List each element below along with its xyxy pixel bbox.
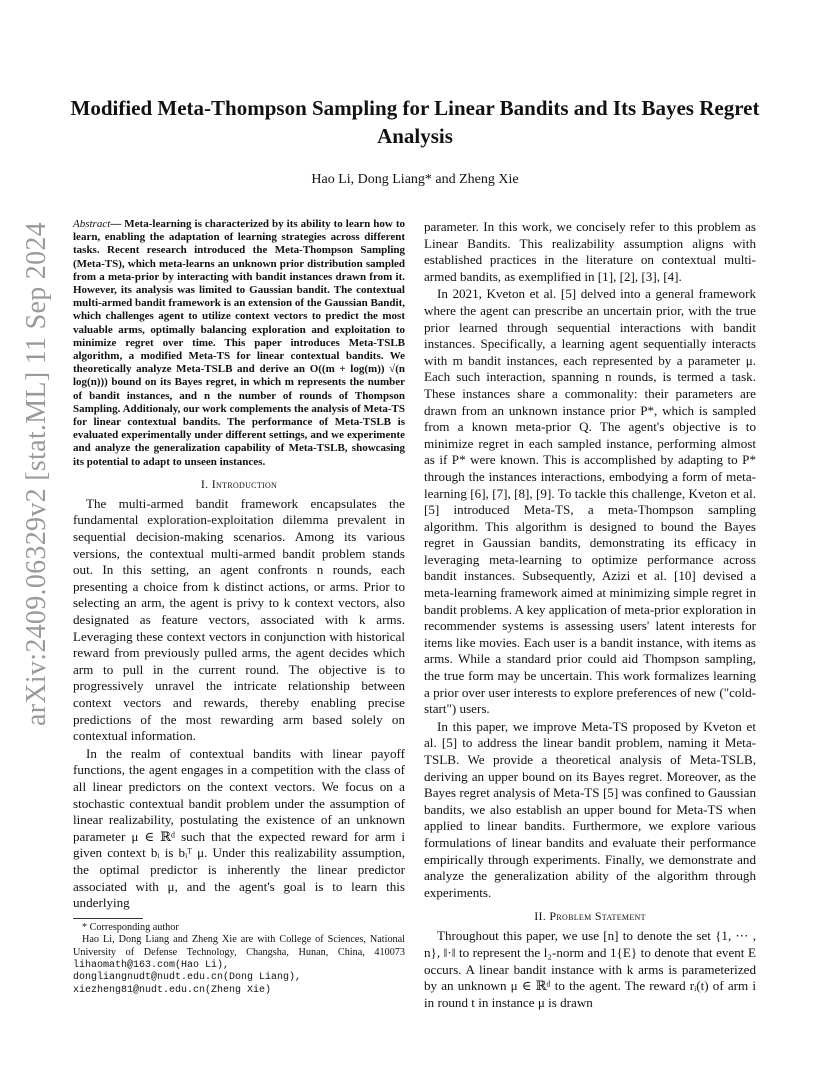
right-column <box>424 219 756 1011</box>
problem-paragraph-1: Throughout this paper, we use [n] to denote the set {1, ⋯ , n}, ‖·‖ to represent the l₂-norm and 1{E} to denote that event E occurs. A linear bandit instance with k arms is parameterized by an unknown μ ∈ ℝᵈ to the agent. The reward rᵢ(t) of arm i in round t in instance μ is drawn <box>424 928 756 1010</box>
intro-paragraph-1: The multi-armed bandit framework encapsulates the fundamental exploration-exploitation dilemma prevalent in sequential decision-making scenarios. Among its various versions, the contextual multi-armed bandit problem stands out. In this setting, an agent confronts n rounds, each presenting a choice from k distinct actions, or arms. Prior to selecting an arm, the agent is privy to k context vectors, also designated as feature vectors, associated with k arms. Leveraging these context vectors in conjunction with historical reward from previously pulled arms, the agent decides which arm to pull in the current round. The objective is to progressively unravel the intricate relationship between context vectors and rewards, thereby enabling precise predictions of the most rewarding arm based solely on contextual information. <box>73 495 405 744</box>
section-heading-introduction: I. Introduction <box>200 476 278 491</box>
section-heading-problem-statement: II. Problem Statement <box>534 909 646 924</box>
right-paragraph-2: In 2021, Kveton et al. [5] delved into a general framework where the agent can prescribe an uncertain prior, with the true prior learned through sequential interactions with bandit instances. Specifically, a learning agent sequentially interacts with m bandit instances, each represented by a parameter μ. Each such interaction, spanning n rounds, is termed a task. These instances share a commonality: their parameters are drawn from an unknown instance prior P*, which is sampled from a known meta-prior Q. The agent's objective is to minimize regret in each sampled instance, performing almost as if P* were known. This is accomplished by adapting to P* through the instances interactions, embodying a form of meta-learning [6], [7], [8], [9]. To tackle this challenge, Kveton et al. [5] introduced Meta-TS, a meta-Thompson sampling algorithm. This algorithm is designed to bound the Bayes regret in Gaussian bandits, demonstrating its efficacy in leveraging meta-learning to optimize performance across bandit instances. Subsequently, Azizi et al. [10] devised a meta-learning framework aimed at minimizing simple regret in bandit problems. A key application of meta-prior exploration in recommender systems is assessing users' latent interests for items like movies. Each user is a bandit instance, with items as arms. While a standard prior could aid Thompson sampling, the true form may be uncertain. This work formalizes learning a prior over user interests to explore preferences of new ("cold-start") users. <box>424 286 756 717</box>
footnote-email-1: lihaomath@163.com(Hao Li), <box>73 959 230 971</box>
footnote-divider <box>73 918 143 919</box>
paper-title: Modified Meta-Thompson Sampling for Linear Bandits and Its Bayes Regret Analysis <box>70 96 760 148</box>
right-paragraph-3: In this paper, we improve Meta-TS proposed by Kveton et al. [5] to address the linear bandit problem, naming it Meta-TSLB. We provide a theoretical analysis of Meta-TSLB, deriving an upper bound on its Bayes regret. Moreover, as the Bayes regret analysis of Meta-TS [5] was confined to Gaussian bandits, we also establish an upper bound for Meta-TS when applied to linear bandits. Furthermore, we explore various formulations of linear bandits and evaluate their performance empirically through experiments. Finally, we demonstrate and analyze the generalization ability of the algorithm through experiments. <box>424 718 756 900</box>
left-column <box>73 218 405 997</box>
footnote-email-2: dongliangnudt@nudt.edu.cn(Dong Liang), <box>73 972 302 984</box>
abstract-text: — Meta-learning is characterized by its ability to learn how to learn, enabling the adaptation of learning strategies across different tasks. Recent research introduced the Meta-Thompson Sampling (Meta-TS), which meta-learns an unknown prior distribution sampled from a meta-prior by interacting with bandit instances drawn from it. However, its analysis was limited to Gaussian bandit. The contextual multi-armed bandit framework is an extension of the Gaussian Bandit, which challenges agent to utilize context vectors to predict the most valuable arms, optimally balancing exploration and exploitation to minimize regret over time. This paper introduces Meta-TSLB algorithm, a modified Meta-TS for linear contextual bandits. We theoretically analyze Meta-TSLB and derive an O((m + log(m)) √(n log(n))) bound on its Bayes regret, in which m represents the number of bandit instances, and n the number of rounds of Thompson Sampling. Additionaly, our work complements the analysis of Meta-TS for linear contextual bandits. The performance of Meta-TSLB is evaluated experimentally under different settings, and we experimente and analyze the generalization capability of Meta-TSLB, showcasing its potential to adapt to unseen instances. <box>73 218 405 468</box>
footnote-email-3: xiezheng81@nudt.edu.cn(Zheng Xie) <box>73 984 272 996</box>
intro-paragraph-2: In the realm of contextual bandits with linear payoff functions, the agent engages in a competition with the class of all linear predictors on the context vectors. We focus on a stochastic contextual bandit problem under the assumption of linear realizability, postulating the existence of an unknown parameter μ ∈ ℝᵈ such that the expected reward for arm i given context bᵢ is bᵢᵀ μ. Under this realizability assumption, the optimal predictor is inherently the linear predictor associated with μ, and the agent's goal is to learn this underlying <box>73 745 405 911</box>
right-paragraph-1: parameter. In this work, we concisely refer to this problem as Linear Bandits. This realizability assumption aligns with established practices in the literature on contextual multi-armed bandits, as exemplified in [1], [2], [3], [4]. <box>424 219 756 284</box>
footnote-affiliation <box>73 934 405 972</box>
paper-authors: Hao Li, Dong Liang* and Zheng Xie <box>311 172 519 187</box>
abstract <box>73 218 405 469</box>
footnote-corresponding: * Corresponding author <box>82 921 179 933</box>
arxiv-sidebar <box>14 221 60 727</box>
arxiv-identifier: arXiv:2409.06329v2 [stat.ML] 11 Sep 2024 <box>21 221 52 727</box>
abstract-lead: Abstract <box>73 218 111 230</box>
footnote-affiliation-text: Hao Li, Dong Liang and Zheng Xie are with College of Sciences, National University of Defense Technology, Changsha, Hunan, China, 410073 <box>73 934 405 958</box>
